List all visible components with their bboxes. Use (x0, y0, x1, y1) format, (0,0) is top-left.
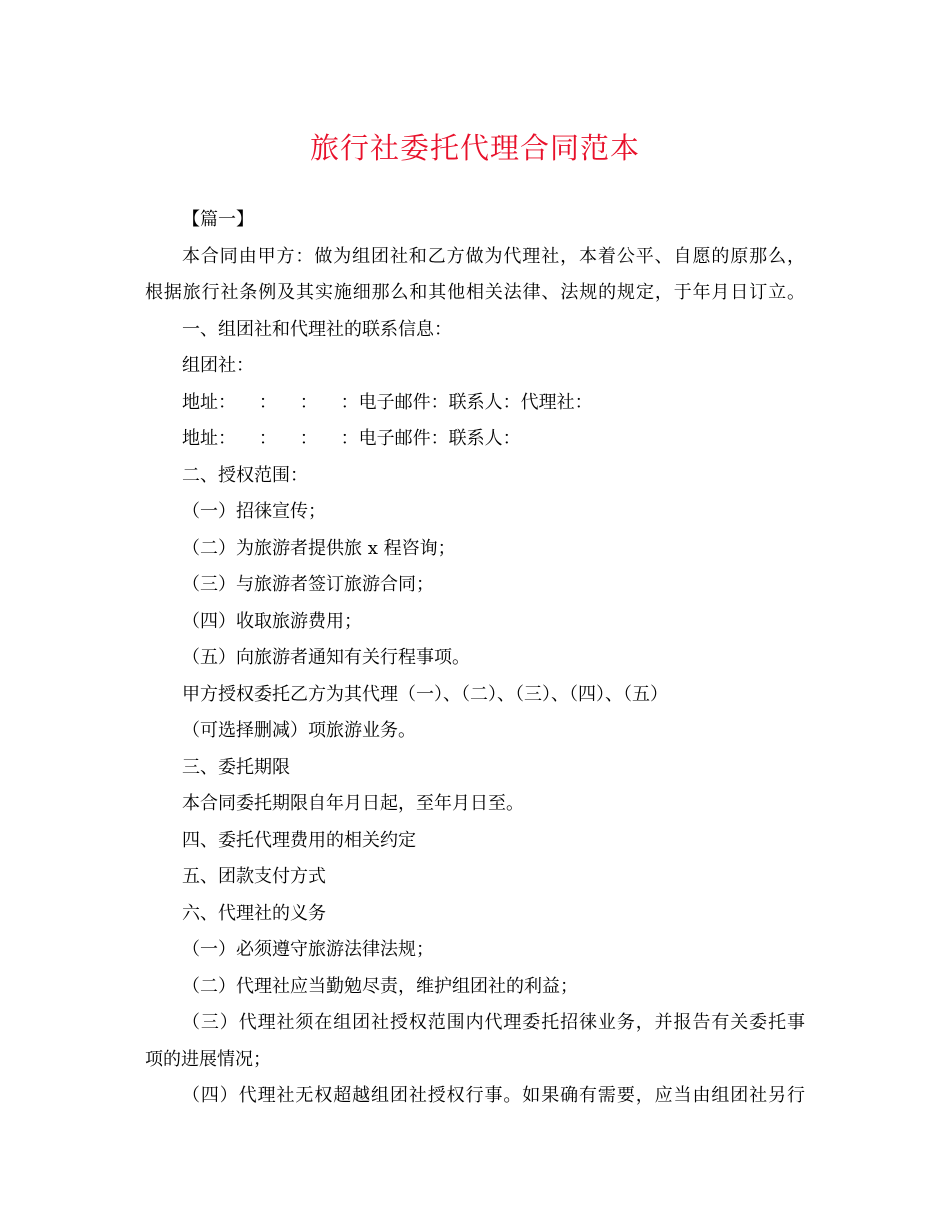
section-heading: 六、代理社的义务 (182, 902, 326, 924)
list-item: （四）代理社无权超越组团社授权行事。如果确有需要，应当由组团社另行 (182, 1085, 805, 1106)
paragraph-line: 项的进展情况； (145, 1048, 271, 1070)
list-item: （四）收取旅游费用； (182, 610, 362, 632)
list-item: （二）为旅游者提供旅 x 程咨询； (182, 537, 456, 559)
document-title: 旅行社委托代理合同范本 (309, 131, 640, 165)
paragraph-line: 甲方授权委托乙方为其代理（一）、（二）、（三）、（四）、（五） (182, 683, 668, 705)
list-item: （五）向旅游者通知有关行程事项。 (182, 647, 470, 668)
list-item: （一）必须遵守旅游法律法规； (182, 939, 434, 960)
paragraph-line: 地址： ： ： ：电子邮件：联系人： (182, 428, 521, 449)
paragraph-line: 本合同委托期限自年月日起，至年月日至。 (182, 793, 524, 814)
section-heading: 四、委托代理费用的相关约定 (182, 829, 416, 851)
section-heading-part-one: 【篇一】 (182, 209, 254, 230)
section-heading: 三、委托期限 (182, 756, 290, 778)
list-item: （二）代理社应当勤勉尽责，维护组团社的利益； (182, 975, 578, 997)
paragraph-line: 根据旅行社条例及其实施细那么和其他相关法律、法规的规定，于年月日订立。 (145, 282, 805, 303)
list-item: （一）招徕宣传； (182, 501, 326, 522)
section-heading: 五、团款支付方式 (182, 866, 326, 887)
paragraph-line: 地址： ： ： ：电子邮件：联系人：代理社： (182, 391, 593, 413)
paragraph-line: （可选择删减）项旅游业务。 (182, 720, 416, 741)
document-body (145, 202, 805, 1115)
list-item: （三）与旅游者签订旅游合同； (182, 574, 434, 595)
paragraph-line: 组团社： (182, 355, 254, 376)
list-item: （三）代理社须在组团社授权范围内代理委托招徕业务，并报告有关委托事 (182, 1012, 805, 1033)
paragraph-line: 本合同由甲方：做为组团社和乙方做为代理社，本着公平、自愿的原那么， (182, 245, 805, 267)
section-heading: 二、授权范围： (182, 464, 308, 486)
section-heading: 一、组团社和代理社的联系信息： (182, 318, 452, 340)
